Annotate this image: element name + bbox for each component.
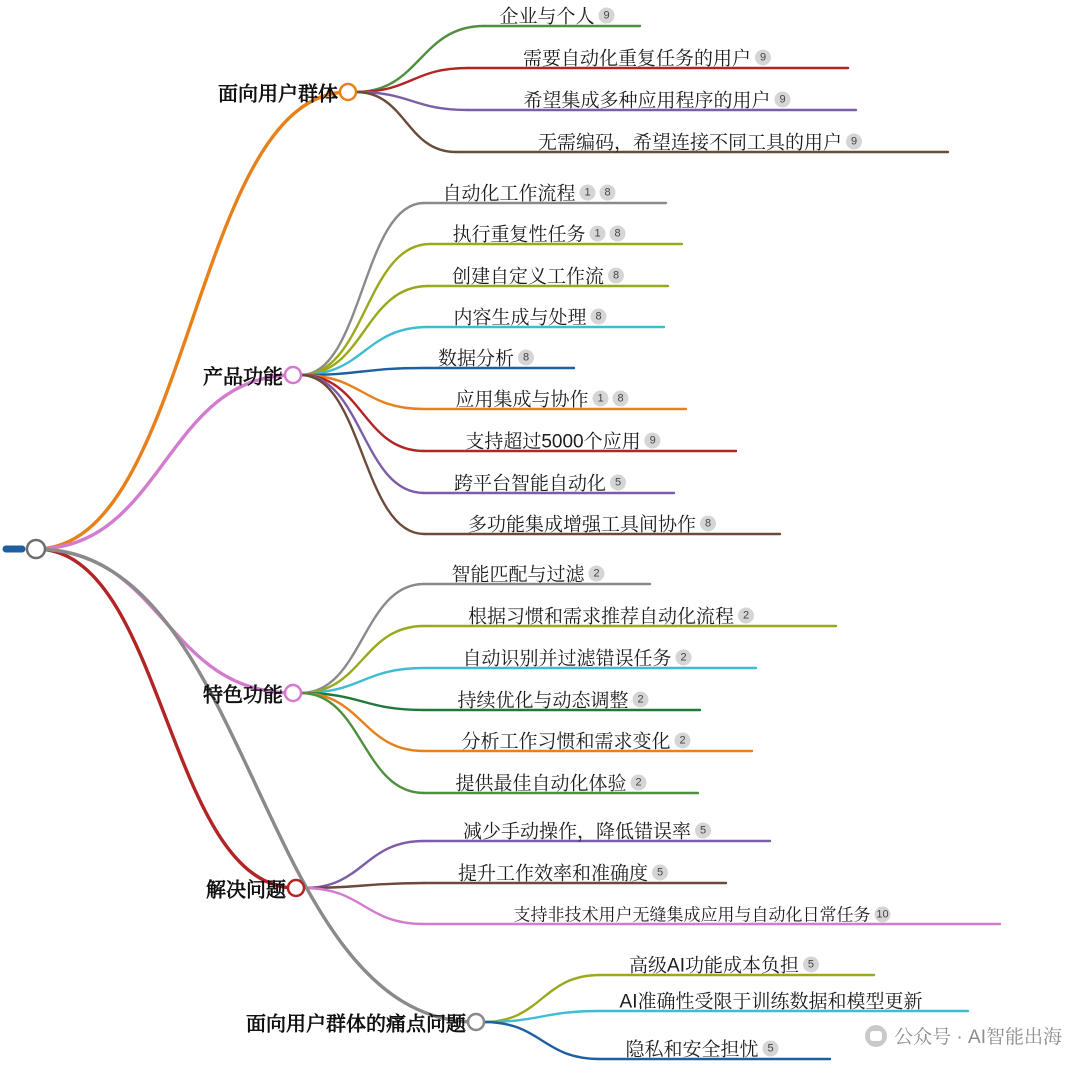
mindmap-edge (301, 375, 424, 534)
leaf-label: 无需编码，希望连接不同工具的用户 (537, 132, 843, 154)
leaf-label: 提升工作效率和准确度 (457, 863, 649, 885)
leaf-node-1-6[interactable] (465, 427, 660, 454)
mindmap-edge (301, 244, 430, 375)
leaf-label: 内容生成与处理 (453, 307, 587, 329)
leaf-label: 分析工作习惯和需求变化 (461, 731, 671, 753)
leaf-label: 执行重复性任务 (452, 224, 586, 246)
watermark (865, 1022, 1062, 1049)
watermark-logo-icon (865, 1025, 887, 1047)
leaf-badge: 2 (676, 649, 692, 665)
leaf-node-0-3[interactable] (538, 128, 862, 155)
leaf-badge: 8 (700, 515, 716, 531)
mindmap-edge (301, 203, 424, 375)
leaf-node-0-0[interactable] (499, 2, 614, 29)
leaf-label: 数据分析 (437, 348, 515, 370)
leaf-label: 智能匹配与过滤 (451, 564, 585, 586)
leaf-badge: 9 (755, 49, 771, 65)
leaf-label: 自动识别并过滤错误任务 (462, 648, 672, 670)
leaf-node-2-5[interactable] (455, 769, 646, 796)
leaf-label: 企业与个人 (499, 6, 595, 28)
leaf-badge: 8 (610, 225, 626, 241)
leaf-label: 多功能集成增强工具间协作 (467, 514, 697, 536)
branch-label-4[interactable]: 面向用户群体的痛点问题 (246, 1013, 466, 1036)
leaf-node-1-5[interactable] (455, 385, 628, 412)
leaf-badge: 9 (599, 7, 615, 23)
mindmap-edge (301, 693, 424, 793)
leaf-label: 需要自动化重复任务的用户 (522, 48, 752, 70)
mindmap-edge (36, 549, 296, 888)
leaf-node-1-1[interactable] (452, 220, 625, 247)
watermark-text: 公众号 · AI智能出海 (894, 1027, 1062, 1048)
mindmap-edge (304, 888, 424, 924)
leaf-label: 自动化工作流程 (442, 183, 576, 205)
leaf-badge: 2 (675, 732, 691, 748)
leaf-node-1-7[interactable] (454, 469, 626, 496)
leaf-label: AI准确性受限于训练数据和模型更新 (619, 991, 923, 1013)
leaf-label: 跨平台智能自动化 (453, 473, 607, 495)
leaf-badge: 1 (580, 184, 596, 200)
leaf-badge: 2 (633, 691, 649, 707)
mindmap-edge (356, 68, 468, 92)
leaf-badge: 5 (652, 864, 668, 880)
leaf-label: 支持非技术用户无缝集成应用与自动化日常任务 (513, 905, 871, 925)
mindmap-edge (356, 26, 484, 92)
leaf-badge: 9 (645, 432, 661, 448)
leaf-node-1-2[interactable] (452, 262, 624, 289)
leaf-badge: 1 (590, 225, 606, 241)
leaf-node-0-2[interactable] (523, 86, 790, 113)
leaf-badge: 2 (738, 607, 754, 623)
mindmap-edge (301, 626, 424, 693)
leaf-node-0-1[interactable] (523, 44, 771, 71)
mindmap-edge (36, 549, 476, 1022)
leaf-label: 根据习惯和需求推荐自动化流程 (467, 606, 735, 628)
mindmap-edge (301, 286, 428, 375)
leaf-label: 减少手动操作，降低错误率 (462, 821, 692, 843)
leaf-badge: 5 (695, 822, 711, 838)
leaf-label: 提供最佳自动化体验 (455, 773, 627, 795)
mindmap-node-dot[interactable] (27, 540, 45, 558)
leaf-label: 持续优化与动态调整 (457, 690, 629, 712)
mindmap-edge (484, 975, 600, 1022)
mindmap-edge (304, 841, 424, 888)
leaf-node-1-8[interactable] (468, 510, 716, 537)
leaf-node-3-2[interactable] (514, 901, 891, 926)
leaf-label: 创建自定义工作流 (451, 266, 605, 288)
leaf-label: 高级AI功能成本负担 (629, 955, 799, 977)
leaf-badge: 8 (613, 390, 629, 406)
mindmap-edge (36, 92, 348, 549)
leaf-node-2-2[interactable] (462, 644, 691, 671)
leaf-node-1-3[interactable] (453, 303, 606, 330)
leaf-node-2-1[interactable] (468, 602, 754, 629)
leaf-badge: 8 (600, 184, 616, 200)
leaf-badge: 8 (608, 267, 624, 283)
leaf-node-3-1[interactable] (458, 859, 668, 886)
leaf-badge: 5 (610, 474, 626, 490)
leaf-node-2-3[interactable] (457, 686, 648, 713)
leaf-badge: 1 (593, 390, 609, 406)
mindmap-edge (356, 92, 456, 152)
branch-label-0[interactable]: 面向用户群体 (218, 83, 338, 106)
leaf-node-2-4[interactable] (461, 727, 690, 754)
leaf-badge: 5 (803, 956, 819, 972)
leaf-node-4-0[interactable] (629, 951, 819, 978)
mindmap-edge (301, 375, 424, 451)
leaf-label: 希望集成多种应用程序的用户 (523, 90, 771, 112)
leaf-node-4-1[interactable] (620, 987, 923, 1014)
mindmap-edge (301, 584, 424, 693)
leaf-badge: 8 (518, 349, 534, 365)
leaf-node-1-4[interactable] (438, 344, 534, 371)
leaf-node-2-0[interactable] (451, 560, 604, 587)
leaf-node-4-2[interactable] (625, 1035, 778, 1062)
leaf-label: 应用集成与协作 (455, 389, 589, 411)
leaf-node-3-0[interactable] (463, 817, 711, 844)
branch-label-1[interactable]: 产品功能 (203, 366, 283, 389)
branch-label-3[interactable]: 解决问题 (206, 879, 286, 902)
leaf-badge: 8 (591, 308, 607, 324)
leaf-label: 支持超过5000个应用 (465, 431, 641, 453)
leaf-badge: 10 (876, 908, 889, 921)
leaf-badge: 2 (631, 774, 647, 790)
branch-label-2[interactable]: 特色功能 (203, 684, 283, 707)
mindmap-edge (484, 1022, 600, 1059)
leaf-label: 隐私和安全担忧 (625, 1039, 759, 1061)
leaf-badge: 2 (589, 565, 605, 581)
leaf-badge: 9 (775, 91, 791, 107)
leaf-badge: 9 (846, 133, 862, 149)
leaf-badge: 5 (763, 1040, 779, 1056)
leaf-node-1-0[interactable] (442, 179, 615, 206)
